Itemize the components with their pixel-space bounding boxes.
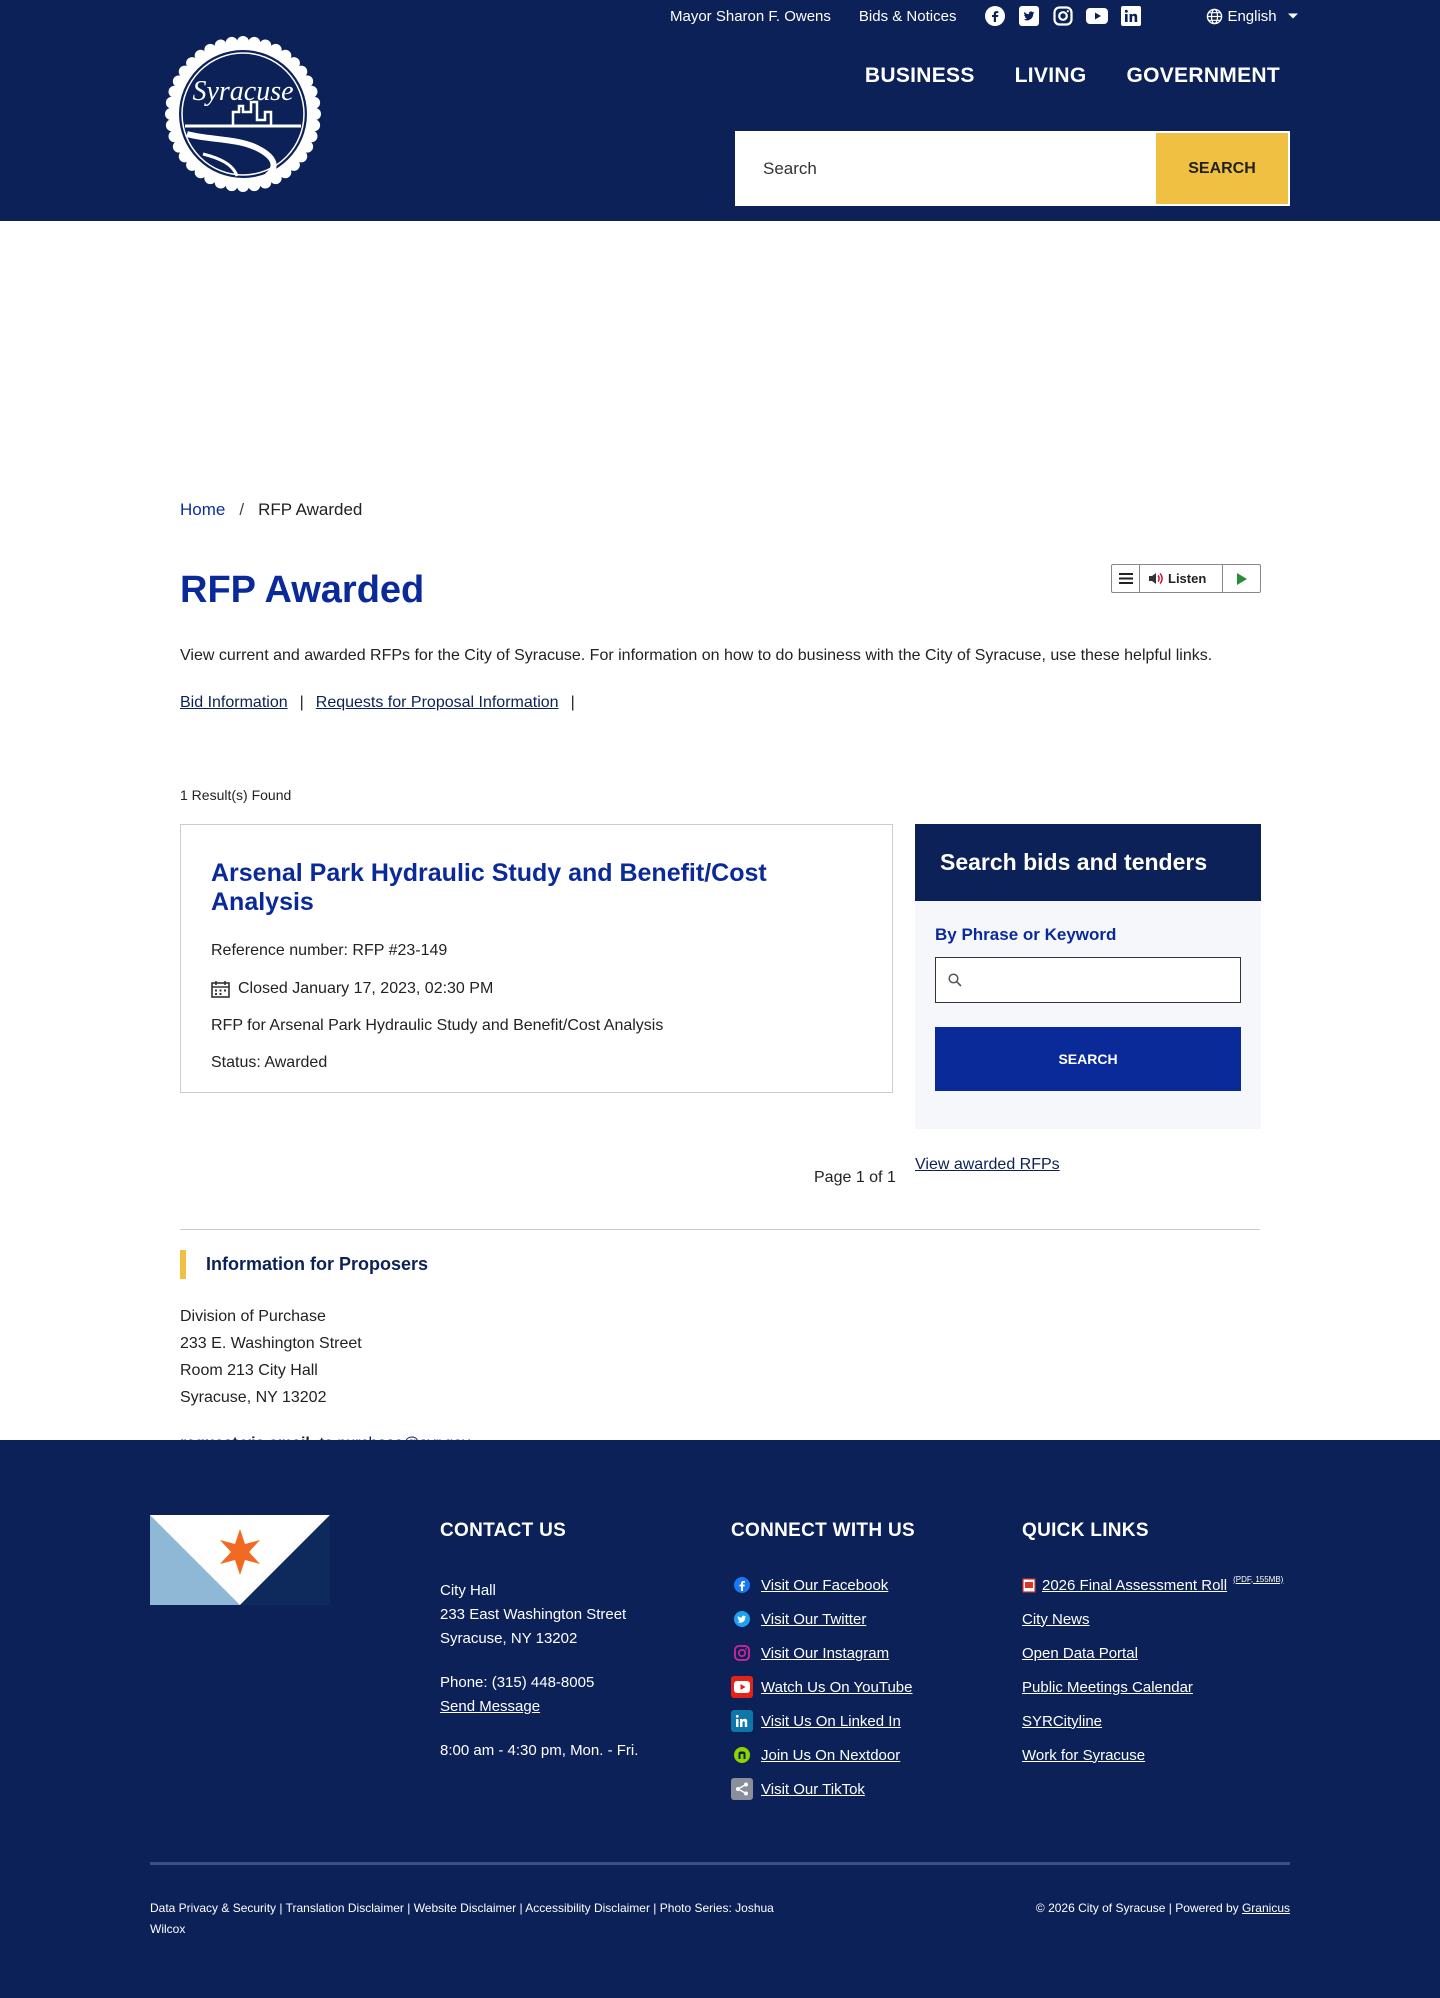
share-icon bbox=[731, 1778, 753, 1800]
footer-legal-links: Data Privacy & Security | Translation Disclaimer | Website Disclaimer | Accessibility Disclaimer | Photo Series: Joshua Wilcox bbox=[150, 1901, 774, 1936]
footer-phone: Phone: (315) 448-8005 bbox=[440, 1674, 595, 1691]
footer-hours: 8:00 am - 4:30 pm, Mon. - Fri. bbox=[440, 1742, 639, 1759]
nav-business[interactable]: BUSINESS bbox=[864, 64, 975, 87]
link-separator: | bbox=[299, 694, 304, 711]
legal-link-photo-series[interactable]: Photo Series: Joshua Wilcox bbox=[150, 1901, 774, 1936]
calendar-icon bbox=[211, 980, 230, 998]
twitter-icon bbox=[731, 1608, 753, 1630]
footer-address-line: City Hall bbox=[440, 1582, 496, 1599]
facebook-icon[interactable] bbox=[984, 5, 1006, 27]
quick-link-syrcityline[interactable]: SYRCityline bbox=[1022, 1712, 1103, 1730]
rfp-closed bbox=[211, 980, 862, 998]
footer-connect-label: Visit Our Twitter bbox=[761, 1610, 867, 1628]
footer-tiktok-link[interactable] bbox=[731, 1772, 915, 1806]
powered-by-text: Powered by bbox=[1175, 1901, 1242, 1915]
info-proposers-heading: Information for Proposers bbox=[180, 1250, 428, 1279]
divider bbox=[180, 1229, 1260, 1230]
keyword-field bbox=[935, 957, 1241, 1003]
listen-button[interactable] bbox=[1140, 571, 1222, 586]
purchase-address bbox=[180, 1303, 362, 1411]
address-line: Syracuse, NY 13202 bbox=[180, 1389, 327, 1406]
utility-bar bbox=[670, 0, 1290, 32]
page-intro: View current and awarded RFPs for the City of Syracuse. For information on how to do business with the City of Syracuse, use these helpful links. bbox=[180, 647, 1213, 664]
pagination-info: Page 1 of 1 bbox=[814, 1169, 896, 1186]
legal-link-website[interactable]: Website Disclaimer bbox=[413, 1901, 517, 1915]
footer-address-line: 233 East Washington Street bbox=[440, 1606, 627, 1623]
address-line: Division of Purchase bbox=[180, 1308, 326, 1325]
site-search bbox=[735, 131, 1290, 206]
legal-link-translation[interactable]: Translation Disclaimer bbox=[285, 1901, 404, 1915]
footer-twitter-link[interactable] bbox=[731, 1602, 915, 1636]
globe-icon bbox=[1206, 8, 1223, 25]
quick-link-label: 2026 Final Assessment Roll bbox=[1042, 1576, 1228, 1594]
quick-link-city-news[interactable]: City News bbox=[1022, 1610, 1090, 1628]
bids-search-button[interactable]: SEARCH bbox=[935, 1027, 1241, 1091]
keyword-input[interactable] bbox=[968, 958, 1240, 1002]
language-label: English bbox=[1227, 7, 1277, 25]
footer-nextdoor-link[interactable] bbox=[731, 1738, 915, 1772]
rfp-status: Status: Awarded bbox=[211, 1054, 328, 1071]
instagram-icon bbox=[731, 1642, 753, 1664]
link-separator: | bbox=[570, 694, 575, 711]
footer-connect-heading: CONNECT WITH US bbox=[731, 1520, 915, 1541]
mayor-link[interactable]: Mayor Sharon F. Owens bbox=[670, 7, 831, 25]
footer-youtube-link[interactable] bbox=[731, 1670, 915, 1704]
footer-connect-label: Visit Our Instagram bbox=[761, 1644, 890, 1662]
footer-address-line: Syracuse, NY 13202 bbox=[440, 1630, 578, 1647]
rfp-title-link[interactable]: Arsenal Park Hydraulic Study and Benefit/Cost Analysis bbox=[211, 859, 767, 916]
listen-widget[interactable] bbox=[1111, 564, 1261, 593]
footer-copyright: © 2026 City of Syracuse | Powered by Granicus bbox=[1035, 1901, 1290, 1915]
quick-link-work-for-syracuse[interactable]: Work for Syracuse bbox=[1022, 1746, 1146, 1764]
youtube-icon bbox=[731, 1676, 753, 1698]
footer-connect-label: Visit Our Facebook bbox=[761, 1576, 889, 1594]
search-icon bbox=[948, 973, 962, 987]
send-message-link[interactable]: Send Message bbox=[440, 1698, 541, 1715]
footer-facebook-link[interactable] bbox=[731, 1568, 915, 1602]
granicus-link[interactable]: Granicus bbox=[1241, 1901, 1290, 1915]
breadcrumb-current: RFP Awarded bbox=[258, 500, 363, 519]
rfp-card bbox=[180, 824, 893, 1093]
language-selector[interactable] bbox=[1206, 8, 1298, 25]
city-seal-logo[interactable] bbox=[163, 34, 323, 194]
site-search-input[interactable] bbox=[737, 133, 1156, 204]
footer-contact-heading: CONTACT US bbox=[440, 1520, 567, 1541]
footer-address bbox=[440, 1579, 638, 1651]
address-line: 233 E. Washington Street bbox=[180, 1335, 362, 1352]
twitter-icon[interactable] bbox=[1018, 5, 1040, 27]
breadcrumb bbox=[180, 500, 362, 520]
youtube-icon[interactable] bbox=[1086, 5, 1108, 27]
footer-quick-heading: QUICK LINKS bbox=[1022, 1520, 1149, 1541]
helpful-links bbox=[180, 694, 575, 712]
facebook-icon bbox=[731, 1574, 753, 1596]
address-line: Room 213 City Hall bbox=[180, 1362, 318, 1379]
instagram-icon[interactable] bbox=[1052, 5, 1074, 27]
footer-quick-links bbox=[1022, 1520, 1283, 1772]
breadcrumb-separator: / bbox=[239, 500, 245, 519]
city-flag-logo[interactable] bbox=[150, 1515, 330, 1605]
copyright-text: © 2026 City of Syracuse bbox=[1035, 1901, 1166, 1915]
page-title: RFP Awarded bbox=[180, 569, 425, 611]
footer-connect-label: Visit Us On Linked In bbox=[761, 1712, 901, 1730]
site-footer bbox=[0, 1440, 1440, 1998]
footer-divider bbox=[150, 1862, 1290, 1865]
nav-government[interactable]: GOVERNMENT bbox=[1126, 64, 1280, 87]
footer-phone-block bbox=[440, 1671, 638, 1719]
footer-linkedin-link[interactable] bbox=[731, 1704, 915, 1738]
results-count: 1 Result(s) Found bbox=[180, 787, 292, 803]
main-nav bbox=[865, 64, 1280, 88]
nav-living[interactable]: LIVING bbox=[1014, 64, 1087, 87]
linkedin-icon[interactable] bbox=[1120, 5, 1142, 27]
legal-link-privacy[interactable]: Data Privacy & Security bbox=[150, 1901, 277, 1915]
speaker-icon bbox=[1148, 572, 1164, 585]
view-awarded-rfps-link[interactable]: View awarded RFPs bbox=[915, 1156, 1060, 1173]
pdf-icon bbox=[1022, 1578, 1036, 1593]
rfp-closed-date: Closed January 17, 2023, 02:30 PM bbox=[238, 980, 494, 997]
footer-connect-label: Join Us On Nextdoor bbox=[761, 1746, 901, 1764]
keyword-label: By Phrase or Keyword bbox=[935, 925, 1117, 944]
rfp-reference: Reference number: RFP #23-149 bbox=[211, 942, 448, 959]
chevron-down-icon bbox=[1287, 12, 1299, 20]
bids-notices-link[interactable]: Bids & Notices bbox=[858, 7, 957, 25]
footer-instagram-link[interactable] bbox=[731, 1636, 915, 1670]
breadcrumb-home[interactable]: Home bbox=[180, 500, 226, 519]
footer-connect bbox=[731, 1520, 915, 1806]
quick-link-assessment-roll[interactable] bbox=[1022, 1568, 1283, 1602]
search-bids-heading: Search bids and tenders bbox=[915, 824, 1261, 901]
legal-link-accessibility[interactable]: Accessibility Disclaimer bbox=[525, 1901, 650, 1915]
footer-connect-label: Visit Our TikTok bbox=[761, 1780, 865, 1798]
quick-link-meetings-calendar[interactable]: Public Meetings Calendar bbox=[1022, 1678, 1193, 1696]
rfp-information-link[interactable]: Requests for Proposal Information bbox=[315, 694, 559, 711]
menu-icon[interactable] bbox=[1112, 565, 1140, 592]
quick-link-open-data[interactable]: Open Data Portal bbox=[1022, 1644, 1138, 1662]
listen-label: Listen bbox=[1168, 571, 1207, 586]
nextdoor-icon bbox=[731, 1744, 753, 1766]
linkedin-icon bbox=[731, 1710, 753, 1732]
pdf-size-note: (PDF, 155MB) bbox=[1233, 1574, 1284, 1584]
bid-information-link[interactable]: Bid Information bbox=[180, 694, 288, 711]
seal-wordmark: Syracuse bbox=[192, 76, 294, 107]
social-links bbox=[984, 5, 1142, 27]
footer-contact bbox=[440, 1520, 638, 1763]
site-search-button[interactable]: SEARCH bbox=[1156, 133, 1288, 204]
play-icon[interactable] bbox=[1222, 565, 1260, 592]
site-header bbox=[0, 0, 1440, 221]
rfp-description: RFP for Arsenal Park Hydraulic Study and Benefit/Cost Analysis bbox=[211, 1017, 664, 1034]
footer-connect-label: Watch Us On YouTube bbox=[761, 1678, 913, 1696]
search-bids-panel bbox=[915, 824, 1261, 1129]
